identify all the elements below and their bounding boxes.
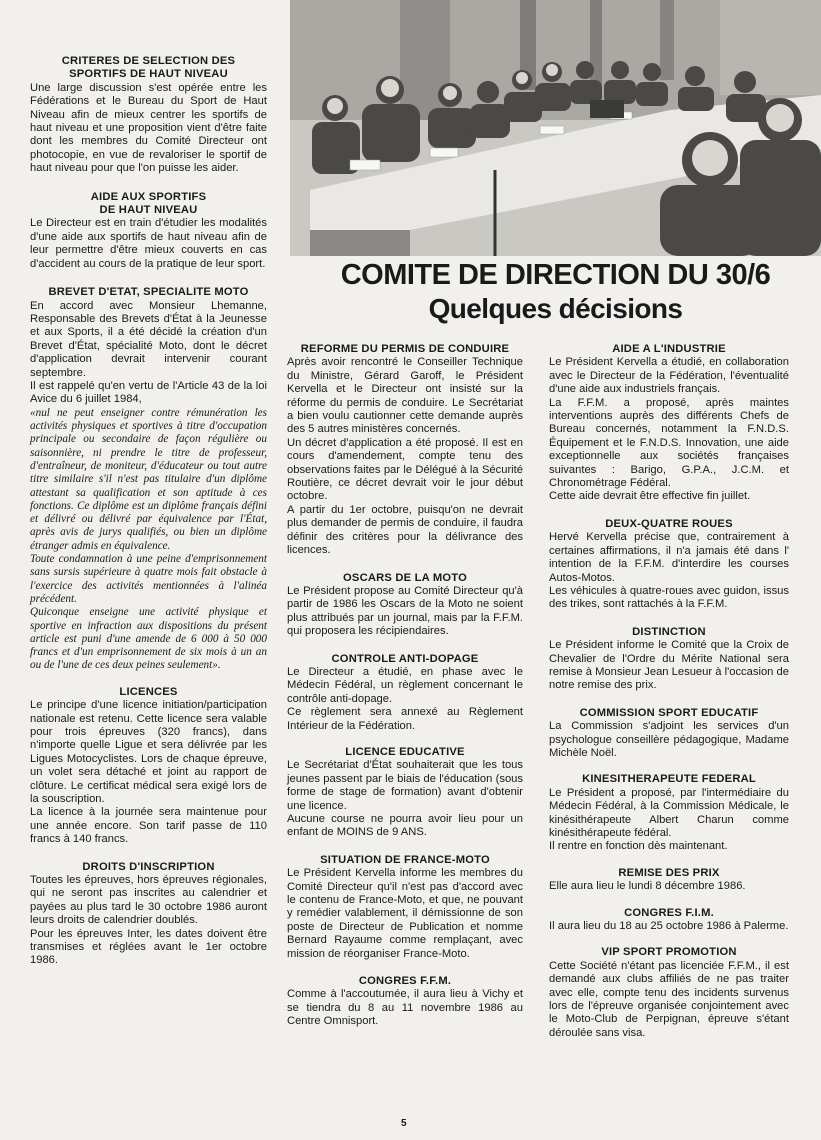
headline-subtitle: Quelques décisions — [428, 293, 683, 324]
droits-body-1: Toutes les épreuves, hors épreuves régionales, qui ne seront pas inscrites au calendrier et payées au plus tard le 30 octobre 1986 auront leurs droits de calendrier doublés. — [30, 873, 267, 927]
meeting-photo-drawing — [290, 0, 821, 256]
congres-fim-body: Il aura lieu du 18 au 25 octobre 1986 à Palerme. — [549, 920, 789, 933]
right-column — [549, 343, 789, 1040]
brevet-quote-3: Quiconque enseigne une activité physique et sportive en infraction aux dispositions du présent article est puni d'une amende de 6 000 à 50 000 francs et d'un emprisonnement de six mois à un an ou de l'une de ces deux peines seulement». — [30, 606, 267, 672]
industrie-body-1: Le Président Kervella a étudié, en collaboration avec le Directeur de la Fédération, l'éventualité d'une aide aux industriels français. — [549, 356, 789, 396]
oscars-body: Le Président propose au Comité Directeur qu'à partir de 1986 les Oscars de la Moto ne soient plus attribués par un journal, mais par la F.F.M. qui proposera les récipiendaires. — [287, 584, 523, 638]
dopage-body-2: Ce règlement sera annexé au Règlement Intérieur de la Fédération. — [287, 706, 523, 732]
commission-body: La Commission s'adjoint les services d'un psychologue conseillère pédagogique, Madame Michèle Noël. — [549, 720, 789, 759]
section-title-kine: KINESITHERAPEUTE FEDERAL — [582, 773, 756, 786]
section-title-france-moto: SITUATION DE FRANCE-MOTO — [320, 853, 490, 866]
aide-title-line2: DE HAUT NIVEAU — [99, 204, 198, 217]
prix-body: Elle aura lieu le lundi 8 décembre 1986. — [549, 880, 746, 893]
section-title-licences: LICENCES — [119, 685, 178, 698]
kine-body-2: Il rentre en fonction dès maintenant. — [549, 840, 728, 853]
brevet-body-2: Il est rappelé qu'en vertu de l'Article 43 de la loi Avice du 6 juillet 1984, — [30, 379, 267, 406]
aide-title-line1: AIDE AUX SPORTIFS — [90, 190, 207, 203]
industrie-body-2: La F.F.M. a proposé, après maintes interventions auprès des différents Chefs de Bureau concernés, notamment la F.N.D.S. Équipement et le F.N.D.S. Innovation, une aide exceptionnelle aux sociétés françaises suivantes : Barigo, G.P.A., J.C.M. et Chronométrage Fédéral. — [549, 396, 789, 490]
section-title-droits: DROITS D'INSCRIPTION — [82, 860, 215, 873]
educative-body-2: Aucune course ne pourra avoir lieu pour un enfant de MOINS de 9 ANS. — [287, 813, 523, 839]
roues-body-1: Hervé Kervella précise que, contrairement à certaines affirmations, il n'a jamais été dans l' intention de la F.F.M. d'interdire les courses Autos-Motos. — [549, 531, 789, 584]
page-number: 5 — [401, 1118, 407, 1129]
section-title-oscars: OSCARS DE LA MOTO — [343, 571, 467, 584]
section-title-commission: COMMISSION SPORT EDUCATIF — [579, 706, 759, 719]
section-title-brevet: BREVET D'ETAT, SPECIALITE MOTO — [48, 286, 249, 299]
permis-body-2: Un décret d'application a été proposé. Il est en cours d'amendement, compte tenu des observations faites par le Délégué à la Sécurité Routière, ce décret devrait voir le jour début octobre. — [287, 436, 523, 503]
section-title-congres-fim: CONGRES F.I.M. — [624, 906, 714, 919]
brevet-body-1: En accord avec Monsieur Lhemanne, Responsable des Brevets d'État à la Jeunesse et aux Sports, il a été décidé la création d'un Brevet d'État, spécialité Moto, dont le décret d'application devrait intervenir courant septembre. — [30, 299, 267, 379]
section-title-prix: REMISE DES PRIX — [618, 866, 720, 879]
permis-body-3: A partir du 1er octobre, puisqu'on ne devrait plus demander de permis de conduire, il faudra définir des critères pour la délivrance des licences. — [287, 503, 523, 557]
brevet-quote-2: Toute condamnation à une peine d'emprisonnement sans sursis supérieure à quatre mois fait obstacle à l'exercice des activités mentionnées à l'alinéa précédent. — [30, 553, 267, 605]
dopage-body-1: Le Directeur a étudié, en phase avec le Médecin Fédéral, un règlement concernant le contrôle anti-dopage. — [287, 665, 523, 705]
section-title-industrie: AIDE A L'INDUSTRIE — [612, 343, 726, 355]
roues-body-2: Les véhicules à quatre-roues avec guidon, issus des trikes, sont rattachés à la F.F.M. — [549, 584, 789, 611]
educative-body-1: Le Secrétariat d'État souhaiterait que les tous jeunes passent par le biais de l'éducation (sous forme de stage de formation) avant d'obtenir une licence. — [287, 759, 523, 812]
headline — [290, 258, 821, 326]
section-title-educative: LICENCE EDUCATIVE — [345, 745, 465, 758]
vip-body: Cette Société n'étant pas licenciée F.F.M., il est demandé aux clubs affiliés de ne pas traiter avec elle, compte tenu des incidents survenus lors de l'épreuve organisée conjointement avec le Moto-Club de Perpignan, épreuve s'étant déroulée sans visa. — [549, 959, 789, 1039]
industrie-body-3: Cette aide devrait être effective fin juillet. — [549, 490, 751, 503]
aide-body: Le Directeur est en train d'étudier les modalités d'une aide aux sportifs de haut niveau afin de leur permettre d'être mieux couverts en cas d'accident au cours de la pratique de leur sport. — [30, 217, 267, 270]
congres-ffm-body: Comme à l'accoutumée, il aura lieu à Vichy et se tiendra du 8 au 11 novembre 1986 au Centre Omnisport. — [287, 988, 523, 1028]
distinction-body: Le Président informe le Comité que la Croix de Chevalier de l'Ordre du Mérite National sera remise à Monsieur Jean Lesueur à l'occasion de notre remise des prix. — [549, 639, 789, 692]
permis-body-1: Après avoir rencontré le Conseiller Technique du Ministre, Gérard Garoff, le Président Kervella et le Directeur ont insisté sur la réforme du permis de conduire. Le Secrétariat a bien voulu cautionner cette demande auprès des 5 autres ministères concernés. — [287, 356, 523, 436]
section-title-distinction: DISTINCTION — [632, 625, 706, 638]
middle-column — [287, 343, 523, 1029]
licences-body-2: La licence à la journée sera maintenue pour une année encore. Son tarif passe de 110 francs à 140 francs. — [30, 806, 267, 846]
section-title-aide — [30, 191, 267, 218]
headline-title: COMITE DE DIRECTION DU 30/6 — [340, 259, 771, 291]
droits-body-2: Pour les épreuves Inter, les dates doivent être transmises et réglées avant le 1er octobre 1986. — [30, 927, 267, 967]
section-title-vip: VIP SPORT PROMOTION — [601, 946, 737, 959]
section-title-dopage: CONTROLE ANTI-DOPAGE — [331, 652, 479, 665]
section-title-congres-ffm: CONGRES F.F.M. — [358, 975, 452, 988]
criteres-title-line2: SPORTIFS DE HAUT NIVEAU — [69, 68, 228, 81]
brevet-quote-1: «nul ne peut enseigner contre rémunération les activités physiques et sportives à titre d'occupation principale ou secondaire de façon régulière ou saisonnière, ni prendre le titre de professeur, d'entraîneur, de moniteur, d'éducateur ou tout autre titre similaire s'il n'est pas titulaire d'un diplôme attestant sa qualification et son aptitude à ces fonctions. Ce diplôme est un diplôme français défini et délivré ou délivré par équivalence par l'État, après avis de jurys qualifiés, ou bien un diplôme étranger admis en équivalence. — [30, 406, 267, 552]
france-moto-body: Le Président Kervella informe les membres du Comité Directeur qu'il n'est pas d'accord avec le contenu de France-Moto, et que, ne pouvant y remédier valablement, il démissionne de son poste de Directeur de Publication et nomme Bernard Rayaume comme remplaçant, avec mission de réorganiser France-Moto. — [287, 867, 523, 960]
section-title-permis: REFORME DU PERMIS DE CONDUIRE — [300, 343, 510, 355]
section-title-criteres — [30, 55, 267, 82]
left-column — [30, 55, 267, 968]
kine-body-1: Le Président a proposé, par l'intermédiaire du Médecin Fédéral, à la Commission Médicale, le kinésithérapeute Albert Charun comme kinésithérapeute fédéral. — [549, 786, 789, 839]
section-title-roues: DEUX-QUATRE ROUES — [605, 517, 733, 530]
criteres-title-line1: CRITERES DE SELECTION DES — [61, 55, 236, 67]
criteres-body: Une large discussion s'est opérée entre les Fédérations et le Bureau du Sport de Haut Niveau afin de mieux centrer les sportifs de haut niveau et une proposition vient d'être faite dont les membres du Comité Directeur ont photocopie, en vue de revaloriser le sportif de haut niveau pour que l'on puisse les aider. — [30, 81, 267, 175]
meeting-photo — [290, 0, 821, 256]
licences-body-1: Le principe d'une licence initiation/participation nationale est retenu. Cette licence sera valable pour trois épreuves (320 francs), dans n'importe quelle Ligue et sera délivrée par les Ligues Motocyclistes. Lors de chaque épreuve, un volet sera détaché et joint au rapport de clôture. Le certificat médical sera exigé lors de la souscription. — [30, 699, 267, 805]
